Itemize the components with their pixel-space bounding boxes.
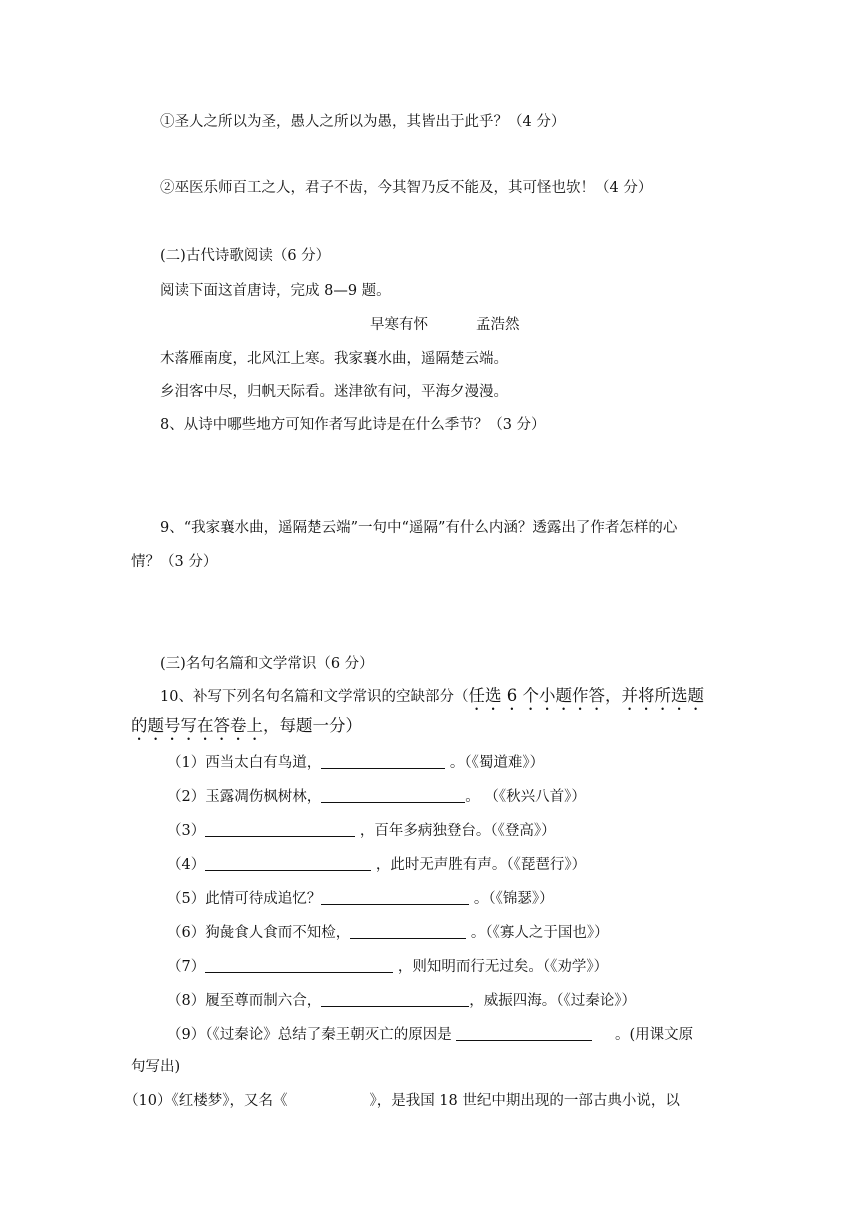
answer-blank[interactable] xyxy=(321,787,465,803)
question-9-line2: 情？（3 分） xyxy=(131,554,218,570)
poem-line-2: 乡泪客中尽，归帆天际看。迷津欲有问，平海夕漫漫。 xyxy=(160,384,508,400)
question-10-prefix: 10、补写下列名句名篇和文学常识的空缺部分（ xyxy=(160,689,469,705)
fill-item-source: ，百年多病独登台。（《登高》） xyxy=(355,823,556,839)
fill-item-4 xyxy=(167,855,586,875)
fill-item-source: ，则知明而行无过矣。（《劝学》） xyxy=(393,959,609,975)
question-10-suffix: ，每题一分） xyxy=(263,716,362,735)
fill-item-text: （7） xyxy=(167,959,206,975)
fill-item-text: （6）狗彘食人食而不知检， xyxy=(167,925,351,941)
fill-item-source: ，此时无声胜有声。（《琵琶行》） xyxy=(371,857,587,873)
fill-item-3 xyxy=(167,821,556,841)
fill-item-6 xyxy=(167,923,609,943)
fill-item-source: 。（《寡人之于国也》） xyxy=(466,925,609,941)
question-10-line2 xyxy=(131,716,362,744)
fill-item-text: （1）西当太白有鸟道， xyxy=(167,755,322,771)
answer-blank[interactable] xyxy=(205,855,371,871)
section2-intro: 阅读下面这首唐诗，完成 8—9 题。 xyxy=(160,283,391,299)
fill-item-8 xyxy=(167,991,636,1011)
poem-title: 早寒有怀 xyxy=(370,317,428,333)
fill-item-text: （3） xyxy=(167,823,206,839)
question-9-line1: 9、“我家襄水曲，遥隔楚云端”一句中“遥隔”有什么内涵？透露出了作者怎样的心 xyxy=(160,520,678,536)
fill-item-7 xyxy=(167,957,608,977)
fill-item-9-line2: 句写出) xyxy=(131,1059,181,1075)
fill-item-source: 。（《锦瑟》） xyxy=(469,891,554,907)
fill-item-text: （2）玉露凋伤枫树林， xyxy=(167,789,322,805)
answer-blank[interactable] xyxy=(321,889,469,905)
fill-item-2 xyxy=(167,787,586,807)
fill-item-source: 。 （《秋兴八首》） xyxy=(465,789,586,805)
question-7-1: ①圣人之所以为圣，愚人之所以为愚，其皆出于此乎？（4 分） xyxy=(160,114,566,130)
fill-item-text: （4） xyxy=(167,857,206,873)
answer-blank[interactable] xyxy=(321,991,469,1007)
fill-item-text: （9）（《过秦论》总结了秦王朝灭亡的原因是 xyxy=(167,1027,457,1043)
fill-item-10 xyxy=(124,1091,680,1111)
fill-item-source: 。（《蜀道难》） xyxy=(445,755,545,771)
poem-line-1: 木落雁南度，北风江上寒。我家襄水曲，遥隔楚云端。 xyxy=(160,351,508,367)
poem-author: 孟浩然 xyxy=(476,317,520,333)
question-8: 8、从诗中哪些地方可知作者写此诗是在什么季节？（3 分） xyxy=(160,417,546,433)
section2-heading: (二)古代诗歌阅读（6 分） xyxy=(160,248,331,264)
answer-blank[interactable] xyxy=(456,1025,592,1041)
question-10-line1 xyxy=(160,686,704,714)
fill-item-text: （10）《红楼梦》，又名《 xyxy=(124,1093,288,1109)
fill-item-1 xyxy=(167,753,544,773)
answer-blank[interactable] xyxy=(205,957,393,973)
answer-blank[interactable] xyxy=(205,821,355,837)
fill-item-text: （5）此情可待成追忆？ xyxy=(167,891,322,907)
fill-item-text: （8）履至尊而制六合， xyxy=(167,993,322,1009)
fill-item-9 xyxy=(167,1025,693,1045)
answer-blank[interactable] xyxy=(321,753,445,769)
question-10-emphasis-2: 的题号写在答卷上 xyxy=(131,716,263,735)
fill-item-text: 。(用课文原 xyxy=(610,1027,694,1043)
fill-item-source: ，威振四海。（《过秦论》） xyxy=(469,993,636,1009)
question-10-emphasis-1: 任选 6 个小题作答，并将所选题 xyxy=(468,686,704,705)
question-7-2: ②巫医乐师百工之人，君子不齿，今其智乃反不能及，其可怪也欤！（4 分） xyxy=(160,180,653,196)
fill-item-5 xyxy=(167,889,554,909)
section3-heading: (三)名句名篇和文学常识（6 分） xyxy=(160,656,374,672)
answer-blank[interactable] xyxy=(350,923,466,939)
fill-item-text: 》，是我国 18 世纪中期出现的一部古典小说，以 xyxy=(369,1093,680,1109)
